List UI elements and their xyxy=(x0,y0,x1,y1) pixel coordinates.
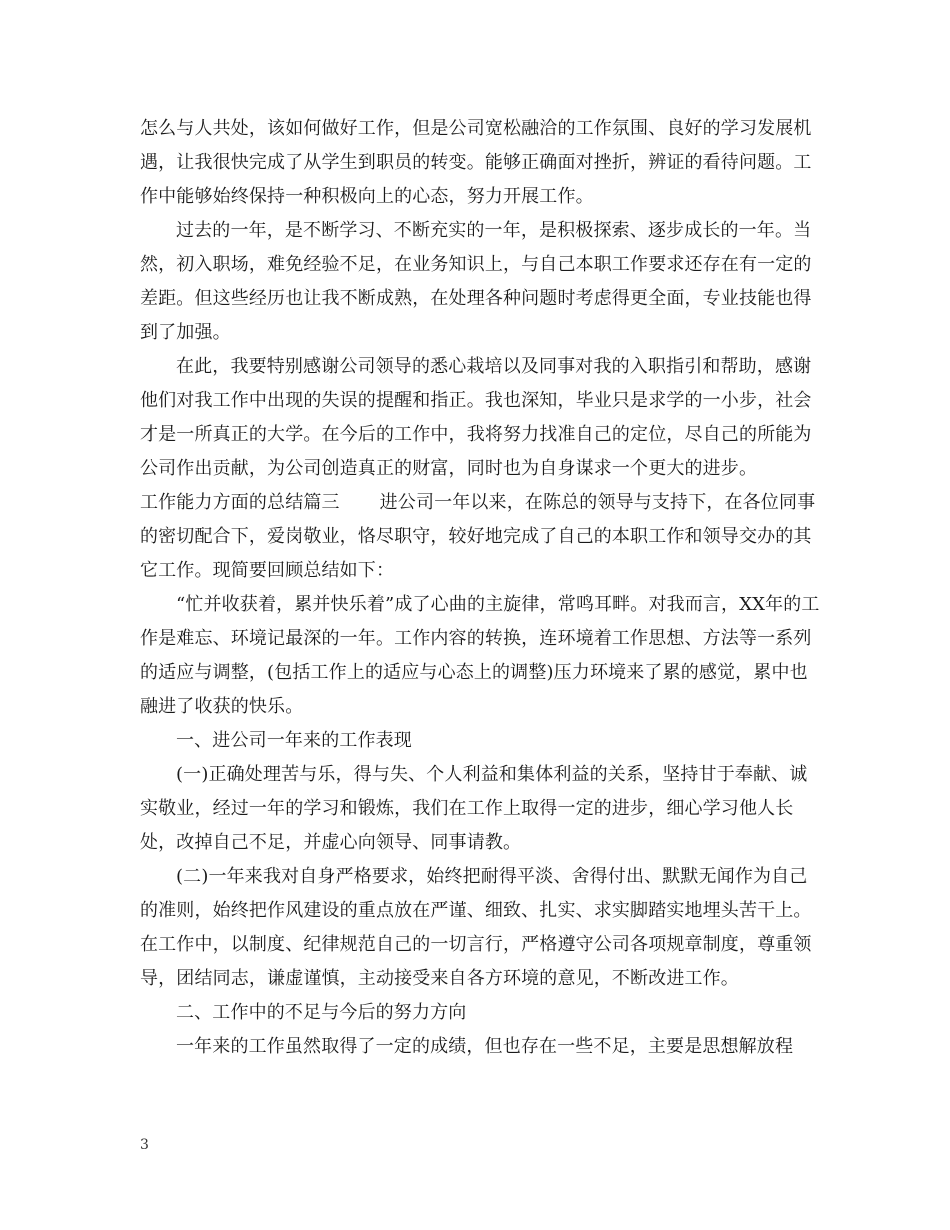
paragraph-past-year: 过去的一年，是不断学习、不断充实的一年，是积极探索、逐步成长的一年。当然，初入职场，难免经验不足，在业务知识上，与自己本职工作要求还存在有一定的差距。但这些经历也让我不断成熟，在处理各种问题时考虑得更全面，专业技能也得到了加强。 xyxy=(140,220,812,343)
subheading-shortcomings: 二、工作中的不足与今后的努力方向 xyxy=(176,1002,467,1023)
document-body xyxy=(140,112,820,1064)
section-block xyxy=(140,486,820,588)
paragraph-motto: “忙并收获着，累并快乐着”成了心曲的主旋律，常鸣耳畔。对我而言，XX年的工作是难忘、环境记最深的一年。工作内容的转换，连环境着工作思想、方法等一系列的适应与调整，(包括工作上的适应与心态上的调整)压力环境来了累的感觉，累中也融进了收获的快乐。 xyxy=(140,594,820,717)
section-heading: 工作能力方面的总结篇三 xyxy=(140,492,340,513)
page-number: 3 xyxy=(140,1137,149,1153)
subheading-performance: 一、进公司一年来的工作表现 xyxy=(176,730,412,751)
paragraph-shortcomings: 一年来的工作虽然取得了一定的成绩，但也存在一些不足，主要是思想解放程 xyxy=(176,1036,794,1057)
section-intro: 进公司一年以来，在陈总的领导与支持下，在各位同事的密切配合下，爱岗敬业，恪尽职守，较好地完成了自己的本职工作和领导交办的其它工作。现简要回顾总结如下： xyxy=(140,492,816,581)
paragraph-thanks: 在此，我要特别感谢公司领导的悉心栽培以及同事对我的入职指引和帮助，感谢他们对我工作中出现的失误的提醒和指正。我也深知，毕业只是求学的一小步，社会才是一所真正的大学。在今后的工作中，我将努力找准自己的定位，尽自己的所能为公司作出贡献，为公司创造真正的财富，同时也为自身谋求一个更大的进步。 xyxy=(140,356,812,479)
paragraph-continuation: 怎么与人共处，该如何做好工作，但是公司宽松融洽的工作氛围、良好的学习发展机遇，让我很快完成了从学生到职员的转变。能够正确面对挫折，辨证的看待问题。工作中能够始终保持一种积极向上的心态，努力开展工作。 xyxy=(140,118,812,207)
paragraph-item-2: (二)一年来我对自身严格要求，始终把耐得平淡、舍得付出、默默无闻作为自己的准则，始终把作风建设的重点放在严谨、细致、扎实、求实脚踏实地埋头苦干上。在工作中，以制度、纪律规范自己的一切言行，严格遵守公司各项规章制度，尊重领导，团结同志，谦虚谨慎，主动接受来自各方环境的意见，不断改进工作。 xyxy=(140,866,812,989)
paragraph-item-1: (一)正确处理苦与乐，得与失、个人利益和集体利益的关系，坚持甘于奉献、诚实敬业，经过一年的学习和锻炼，我们在工作上取得一定的进步，细心学习他人长处，改掉自己不足，并虚心向领导、同事请教。 xyxy=(140,764,808,853)
